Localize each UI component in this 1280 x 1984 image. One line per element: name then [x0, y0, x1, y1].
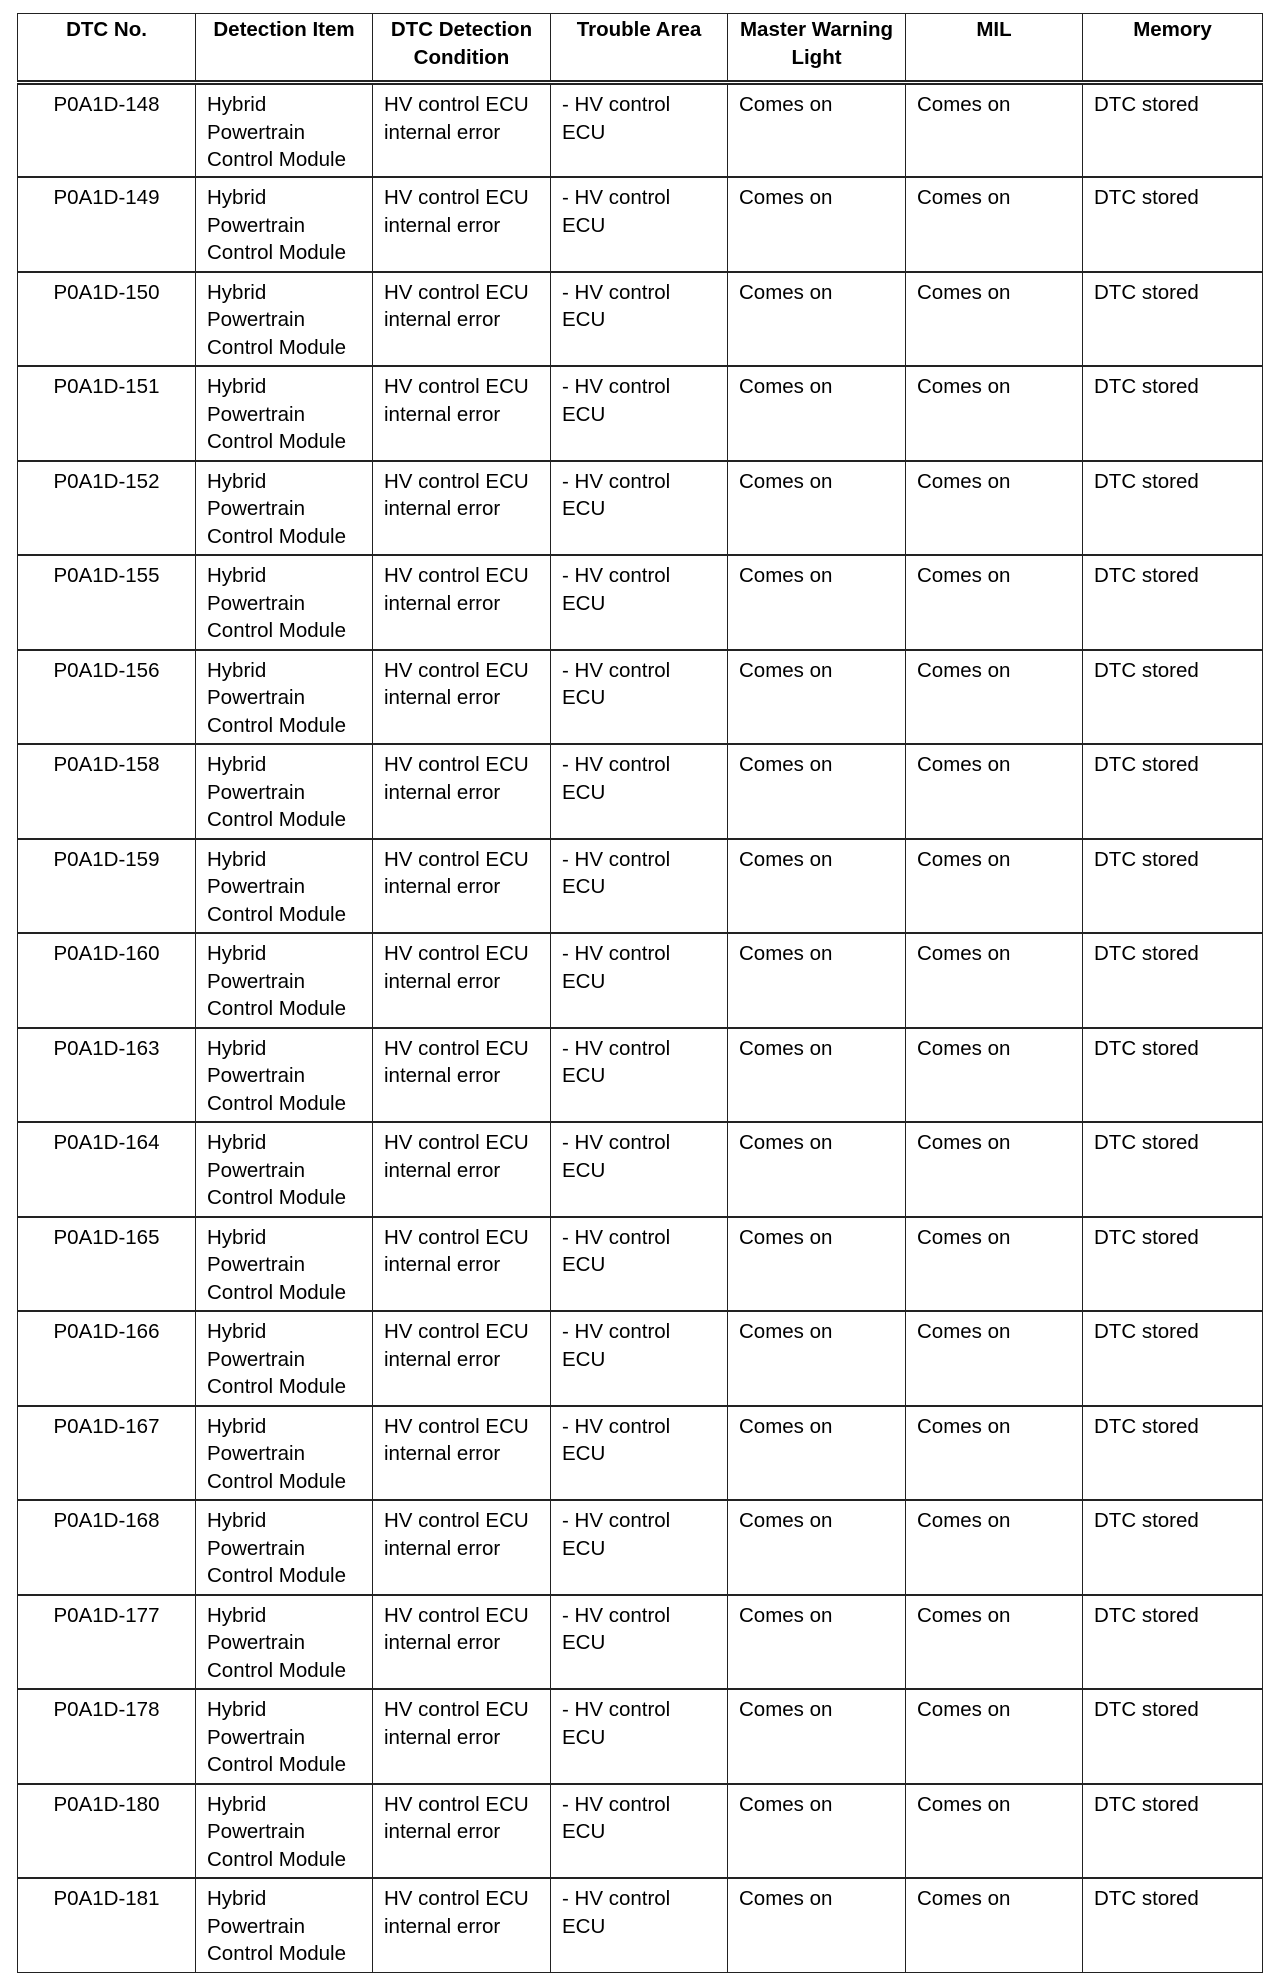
- cell-detection-condition: HV control ECU internal error: [373, 555, 551, 650]
- cell-detection-item: Hybrid Powertrain Control Module: [196, 272, 373, 367]
- cell-detection-condition: HV control ECU internal error: [373, 839, 551, 934]
- cell-mil: Comes on: [906, 744, 1083, 839]
- header-master-warning-light: Master Warning Light: [728, 14, 906, 83]
- header-memory: Memory: [1083, 14, 1263, 83]
- cell-memory: DTC stored: [1083, 1689, 1263, 1784]
- cell-master-warning-light: Comes on: [728, 1311, 906, 1406]
- table-row: [18, 1689, 1263, 1784]
- cell-detection-condition: HV control ECU internal error: [373, 1878, 551, 1973]
- header-mil: MIL: [906, 14, 1083, 83]
- cell-trouble-area: - HV control ECU: [551, 1311, 728, 1406]
- cell-memory: DTC stored: [1083, 1311, 1263, 1406]
- cell-trouble-area: - HV control ECU: [551, 461, 728, 556]
- table-row: [18, 1122, 1263, 1217]
- cell-detection-item: Hybrid Powertrain Control Module: [196, 1122, 373, 1217]
- cell-detection-condition: HV control ECU internal error: [373, 650, 551, 745]
- table-row: [18, 1028, 1263, 1123]
- cell-dtc-no: P0A1D-155: [18, 555, 196, 650]
- cell-trouble-area: - HV control ECU: [551, 555, 728, 650]
- cell-mil: Comes on: [906, 461, 1083, 556]
- cell-master-warning-light: Comes on: [728, 1878, 906, 1973]
- cell-detection-item: Hybrid Powertrain Control Module: [196, 1406, 373, 1501]
- cell-trouble-area: - HV control ECU: [551, 83, 728, 178]
- cell-detection-condition: HV control ECU internal error: [373, 1689, 551, 1784]
- cell-memory: DTC stored: [1083, 839, 1263, 934]
- cell-memory: DTC stored: [1083, 1784, 1263, 1879]
- cell-detection-item: Hybrid Powertrain Control Module: [196, 1028, 373, 1123]
- table-row: [18, 1217, 1263, 1312]
- cell-detection-condition: HV control ECU internal error: [373, 272, 551, 367]
- header-detection-condition: DTC Detection Condition: [373, 14, 551, 83]
- cell-detection-item: Hybrid Powertrain Control Module: [196, 1500, 373, 1595]
- cell-dtc-no: P0A1D-178: [18, 1689, 196, 1784]
- cell-dtc-no: P0A1D-151: [18, 366, 196, 461]
- cell-detection-item: Hybrid Powertrain Control Module: [196, 650, 373, 745]
- cell-detection-item: Hybrid Powertrain Control Module: [196, 1784, 373, 1879]
- cell-trouble-area: - HV control ECU: [551, 1122, 728, 1217]
- cell-mil: Comes on: [906, 1784, 1083, 1879]
- cell-detection-condition: HV control ECU internal error: [373, 1500, 551, 1595]
- cell-memory: DTC stored: [1083, 1217, 1263, 1312]
- cell-detection-item: Hybrid Powertrain Control Module: [196, 839, 373, 934]
- cell-memory: DTC stored: [1083, 1122, 1263, 1217]
- cell-trouble-area: - HV control ECU: [551, 1595, 728, 1690]
- header-dtc-no: DTC No.: [18, 14, 196, 83]
- cell-detection-item: Hybrid Powertrain Control Module: [196, 744, 373, 839]
- cell-mil: Comes on: [906, 1878, 1083, 1973]
- table-row: [18, 1500, 1263, 1595]
- cell-trouble-area: - HV control ECU: [551, 744, 728, 839]
- cell-detection-condition: HV control ECU internal error: [373, 366, 551, 461]
- cell-memory: DTC stored: [1083, 744, 1263, 839]
- cell-detection-item: Hybrid Powertrain Control Module: [196, 1217, 373, 1312]
- cell-detection-item: Hybrid Powertrain Control Module: [196, 1311, 373, 1406]
- table-header: [18, 14, 1263, 83]
- table-row: [18, 555, 1263, 650]
- cell-detection-item: Hybrid Powertrain Control Module: [196, 366, 373, 461]
- cell-memory: DTC stored: [1083, 933, 1263, 1028]
- cell-master-warning-light: Comes on: [728, 1784, 906, 1879]
- cell-detection-condition: HV control ECU internal error: [373, 1122, 551, 1217]
- cell-trouble-area: - HV control ECU: [551, 272, 728, 367]
- table-row: [18, 83, 1263, 178]
- cell-detection-condition: HV control ECU internal error: [373, 744, 551, 839]
- cell-trouble-area: - HV control ECU: [551, 1689, 728, 1784]
- cell-detection-item: Hybrid Powertrain Control Module: [196, 177, 373, 272]
- cell-detection-item: Hybrid Powertrain Control Module: [196, 83, 373, 178]
- cell-memory: DTC stored: [1083, 1595, 1263, 1690]
- cell-detection-item: Hybrid Powertrain Control Module: [196, 1689, 373, 1784]
- cell-master-warning-light: Comes on: [728, 272, 906, 367]
- cell-dtc-no: P0A1D-152: [18, 461, 196, 556]
- table-row: [18, 1406, 1263, 1501]
- cell-mil: Comes on: [906, 1122, 1083, 1217]
- cell-dtc-no: P0A1D-150: [18, 272, 196, 367]
- cell-master-warning-light: Comes on: [728, 933, 906, 1028]
- cell-detection-item: Hybrid Powertrain Control Module: [196, 555, 373, 650]
- cell-mil: Comes on: [906, 1311, 1083, 1406]
- cell-mil: Comes on: [906, 366, 1083, 461]
- cell-detection-item: Hybrid Powertrain Control Module: [196, 1595, 373, 1690]
- cell-detection-item: Hybrid Powertrain Control Module: [196, 933, 373, 1028]
- cell-detection-condition: HV control ECU internal error: [373, 1784, 551, 1879]
- cell-dtc-no: P0A1D-148: [18, 83, 196, 178]
- cell-memory: DTC stored: [1083, 1028, 1263, 1123]
- cell-memory: DTC stored: [1083, 366, 1263, 461]
- cell-trouble-area: - HV control ECU: [551, 366, 728, 461]
- cell-dtc-no: P0A1D-177: [18, 1595, 196, 1690]
- cell-trouble-area: - HV control ECU: [551, 933, 728, 1028]
- cell-trouble-area: - HV control ECU: [551, 1784, 728, 1879]
- cell-dtc-no: P0A1D-160: [18, 933, 196, 1028]
- cell-memory: DTC stored: [1083, 650, 1263, 745]
- cell-mil: Comes on: [906, 1028, 1083, 1123]
- cell-dtc-no: P0A1D-166: [18, 1311, 196, 1406]
- cell-master-warning-light: Comes on: [728, 555, 906, 650]
- table-row: [18, 1878, 1263, 1973]
- cell-mil: Comes on: [906, 650, 1083, 745]
- cell-memory: DTC stored: [1083, 1500, 1263, 1595]
- cell-dtc-no: P0A1D-168: [18, 1500, 196, 1595]
- table-row: [18, 461, 1263, 556]
- dtc-table: [17, 13, 1263, 1973]
- cell-memory: DTC stored: [1083, 272, 1263, 367]
- cell-mil: Comes on: [906, 1689, 1083, 1784]
- cell-dtc-no: P0A1D-167: [18, 1406, 196, 1501]
- cell-detection-condition: HV control ECU internal error: [373, 933, 551, 1028]
- cell-memory: DTC stored: [1083, 177, 1263, 272]
- cell-trouble-area: - HV control ECU: [551, 839, 728, 934]
- cell-dtc-no: P0A1D-158: [18, 744, 196, 839]
- cell-mil: Comes on: [906, 83, 1083, 178]
- cell-mil: Comes on: [906, 1217, 1083, 1312]
- cell-trouble-area: - HV control ECU: [551, 1878, 728, 1973]
- cell-mil: Comes on: [906, 1406, 1083, 1501]
- cell-master-warning-light: Comes on: [728, 650, 906, 745]
- cell-mil: Comes on: [906, 177, 1083, 272]
- cell-dtc-no: P0A1D-163: [18, 1028, 196, 1123]
- cell-master-warning-light: Comes on: [728, 177, 906, 272]
- cell-mil: Comes on: [906, 839, 1083, 934]
- cell-master-warning-light: Comes on: [728, 1406, 906, 1501]
- cell-master-warning-light: Comes on: [728, 1217, 906, 1312]
- table-row: [18, 933, 1263, 1028]
- table-row: [18, 1311, 1263, 1406]
- cell-detection-condition: HV control ECU internal error: [373, 1595, 551, 1690]
- cell-memory: DTC stored: [1083, 1406, 1263, 1501]
- cell-dtc-no: P0A1D-165: [18, 1217, 196, 1312]
- cell-memory: DTC stored: [1083, 83, 1263, 178]
- cell-master-warning-light: Comes on: [728, 839, 906, 934]
- cell-dtc-no: P0A1D-156: [18, 650, 196, 745]
- cell-detection-condition: HV control ECU internal error: [373, 1406, 551, 1501]
- cell-master-warning-light: Comes on: [728, 461, 906, 556]
- cell-mil: Comes on: [906, 555, 1083, 650]
- cell-detection-item: Hybrid Powertrain Control Module: [196, 1878, 373, 1973]
- cell-dtc-no: P0A1D-149: [18, 177, 196, 272]
- table-row: [18, 1595, 1263, 1690]
- cell-master-warning-light: Comes on: [728, 83, 906, 178]
- table-row: [18, 177, 1263, 272]
- table-row: [18, 366, 1263, 461]
- cell-mil: Comes on: [906, 272, 1083, 367]
- cell-trouble-area: - HV control ECU: [551, 1028, 728, 1123]
- cell-dtc-no: P0A1D-159: [18, 839, 196, 934]
- cell-dtc-no: P0A1D-164: [18, 1122, 196, 1217]
- cell-master-warning-light: Comes on: [728, 744, 906, 839]
- cell-memory: DTC stored: [1083, 1878, 1263, 1973]
- cell-detection-condition: HV control ECU internal error: [373, 177, 551, 272]
- cell-mil: Comes on: [906, 933, 1083, 1028]
- cell-detection-condition: HV control ECU internal error: [373, 1217, 551, 1312]
- table-body: [18, 83, 1263, 1973]
- cell-master-warning-light: Comes on: [728, 366, 906, 461]
- cell-trouble-area: - HV control ECU: [551, 1406, 728, 1501]
- table-row: [18, 1784, 1263, 1879]
- table-row: [18, 839, 1263, 934]
- cell-detection-item: Hybrid Powertrain Control Module: [196, 461, 373, 556]
- cell-trouble-area: - HV control ECU: [551, 650, 728, 745]
- cell-dtc-no: P0A1D-181: [18, 1878, 196, 1973]
- cell-detection-condition: HV control ECU internal error: [373, 1028, 551, 1123]
- cell-mil: Comes on: [906, 1500, 1083, 1595]
- table-row: [18, 650, 1263, 745]
- table-row: [18, 272, 1263, 367]
- cell-trouble-area: - HV control ECU: [551, 1500, 728, 1595]
- cell-detection-condition: HV control ECU internal error: [373, 1311, 551, 1406]
- cell-mil: Comes on: [906, 1595, 1083, 1690]
- cell-detection-condition: HV control ECU internal error: [373, 461, 551, 556]
- cell-master-warning-light: Comes on: [728, 1500, 906, 1595]
- cell-master-warning-light: Comes on: [728, 1689, 906, 1784]
- cell-master-warning-light: Comes on: [728, 1595, 906, 1690]
- cell-detection-condition: HV control ECU internal error: [373, 83, 551, 178]
- cell-dtc-no: P0A1D-180: [18, 1784, 196, 1879]
- cell-memory: DTC stored: [1083, 461, 1263, 556]
- cell-master-warning-light: Comes on: [728, 1122, 906, 1217]
- table-row: [18, 744, 1263, 839]
- cell-master-warning-light: Comes on: [728, 1028, 906, 1123]
- header-trouble-area: Trouble Area: [551, 14, 728, 83]
- cell-trouble-area: - HV control ECU: [551, 177, 728, 272]
- cell-trouble-area: - HV control ECU: [551, 1217, 728, 1312]
- header-row: [18, 14, 1263, 83]
- cell-memory: DTC stored: [1083, 555, 1263, 650]
- header-detection-item: Detection Item: [196, 14, 373, 83]
